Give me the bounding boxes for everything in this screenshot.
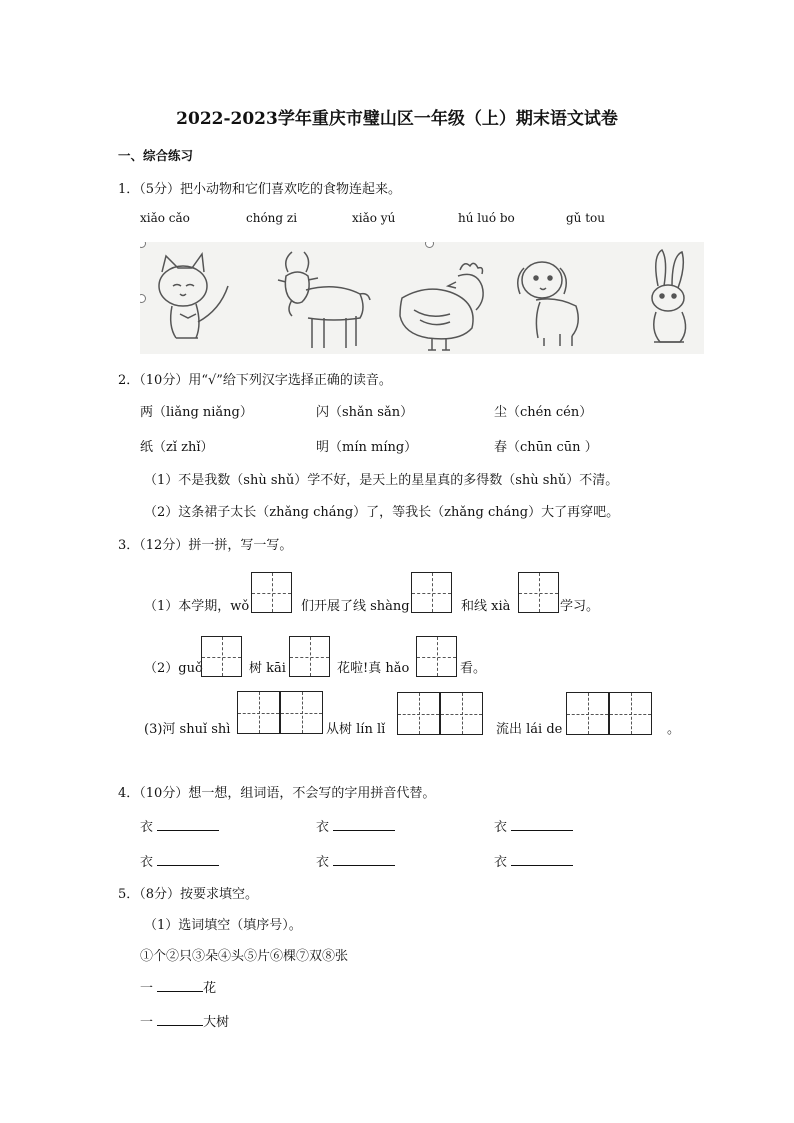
question-2-text: 2．（10分）用“√”给下列汉字选择正确的读音。 bbox=[118, 373, 392, 388]
pinyin-5: gǔ tou bbox=[566, 211, 605, 225]
hen-image bbox=[400, 263, 483, 350]
sentence-1: （1）不是我数（shù shǔ）学不好，是天上的星星真的多得数（shù shǔ）不清。 bbox=[144, 473, 619, 488]
pinyin-3: xiǎo yú bbox=[352, 211, 396, 225]
q3-line3-b: 从树 lín lǐ bbox=[326, 722, 386, 737]
tianzige-box[interactable] bbox=[416, 636, 457, 677]
page-title: 2022-2023学年重庆市璧山区一年级（上）期末语文试卷 bbox=[176, 109, 618, 129]
pinyin-2: chóng zi bbox=[246, 211, 298, 225]
reading-item: 春（chūn cūn ） bbox=[494, 440, 598, 455]
measure-word-options: ①个②只③朵④头⑤片⑥棵⑦双⑧张 bbox=[140, 949, 349, 964]
word-char: 衣 bbox=[316, 855, 330, 870]
q3-line2-a: （2）guǒ bbox=[144, 661, 203, 676]
tianzige-box[interactable] bbox=[397, 692, 440, 735]
word-char: 衣 bbox=[316, 820, 330, 835]
q3-line3-c: 流出 lái de bbox=[496, 722, 563, 737]
reading-item: 明（mín míng） bbox=[316, 440, 418, 455]
q3-line3-a: (3)河 shuǐ shì bbox=[144, 722, 231, 737]
fill-prefix: 一 bbox=[140, 1015, 154, 1030]
tianzige-box[interactable] bbox=[280, 691, 323, 734]
rabbit-image bbox=[652, 250, 686, 342]
pinyin-1: xiǎo cǎo bbox=[140, 211, 190, 225]
word-char: 衣 bbox=[494, 855, 508, 870]
q3-line1-a: （1）本学期，wǒ bbox=[144, 599, 250, 614]
tianzige-box[interactable] bbox=[609, 692, 652, 735]
word-blank[interactable] bbox=[140, 816, 219, 835]
q5-sub1: （1）选词填空（填序号）。 bbox=[144, 918, 302, 933]
reading-item: 两（liǎng niǎng） bbox=[140, 405, 253, 420]
animal-picture bbox=[140, 242, 704, 354]
goat-image bbox=[278, 252, 370, 348]
reading-item: 闪（shǎn sǎn） bbox=[316, 405, 414, 420]
q3-line1-b: 们开展了线 shàng bbox=[301, 599, 410, 614]
word-blank[interactable] bbox=[140, 851, 219, 870]
question-5-text: 5．（8分）按要求填空。 bbox=[118, 887, 259, 902]
tianzige-box[interactable] bbox=[440, 692, 483, 735]
q3-line3-d: 。 bbox=[667, 722, 681, 737]
tianzige-box[interactable] bbox=[518, 572, 559, 613]
fill-prefix: 一 bbox=[140, 981, 154, 996]
question-3-text: 3．（12分）拼一拼，写一写。 bbox=[118, 538, 293, 553]
fill-line-2[interactable] bbox=[140, 1011, 229, 1030]
word-blank[interactable] bbox=[494, 851, 573, 870]
tianzige-box[interactable] bbox=[566, 692, 609, 735]
tianzige-box[interactable] bbox=[411, 572, 452, 613]
q3-line2-b: 树 kāi bbox=[249, 661, 286, 676]
section-heading: 一、综合练习 bbox=[118, 148, 194, 163]
tianzige-box[interactable] bbox=[289, 636, 330, 677]
word-char: 衣 bbox=[140, 820, 154, 835]
word-char: 衣 bbox=[494, 820, 508, 835]
word-blank[interactable] bbox=[316, 851, 395, 870]
word-char: 衣 bbox=[140, 855, 154, 870]
tianzige-box[interactable] bbox=[237, 691, 280, 734]
tianzige-box[interactable] bbox=[201, 636, 242, 677]
fill-line-1[interactable] bbox=[140, 977, 216, 996]
q3-line2-d: 看。 bbox=[460, 661, 487, 676]
word-blank[interactable] bbox=[494, 816, 573, 835]
q3-line1-d: 学习。 bbox=[560, 599, 600, 614]
reading-item: 尘（chén cén） bbox=[494, 405, 593, 420]
pinyin-4: hú luó bo bbox=[458, 211, 515, 225]
reading-item: 纸（zǐ zhǐ） bbox=[140, 440, 214, 455]
fill-suffix: 大树 bbox=[203, 1015, 230, 1030]
question-1-text: 1．（5分）把小动物和它们喜欢吃的食物连起来。 bbox=[118, 182, 402, 197]
word-blank[interactable] bbox=[316, 816, 395, 835]
q3-line1-c: 和线 xià bbox=[461, 599, 511, 614]
cat-image bbox=[159, 254, 228, 338]
sentence-2: （2）这条裙子太长（zhǎng cháng）了，等我长（zhǎng cháng）大了再穿吧。 bbox=[144, 505, 620, 520]
question-4-text: 4．（10分）想一想，组词语，不会写的字用拼音代替。 bbox=[118, 786, 436, 801]
fill-suffix: 花 bbox=[203, 981, 217, 996]
tianzige-box[interactable] bbox=[251, 572, 292, 613]
dog-image bbox=[518, 262, 579, 346]
q3-line2-c: 花啦!真 hǎo bbox=[337, 661, 410, 676]
